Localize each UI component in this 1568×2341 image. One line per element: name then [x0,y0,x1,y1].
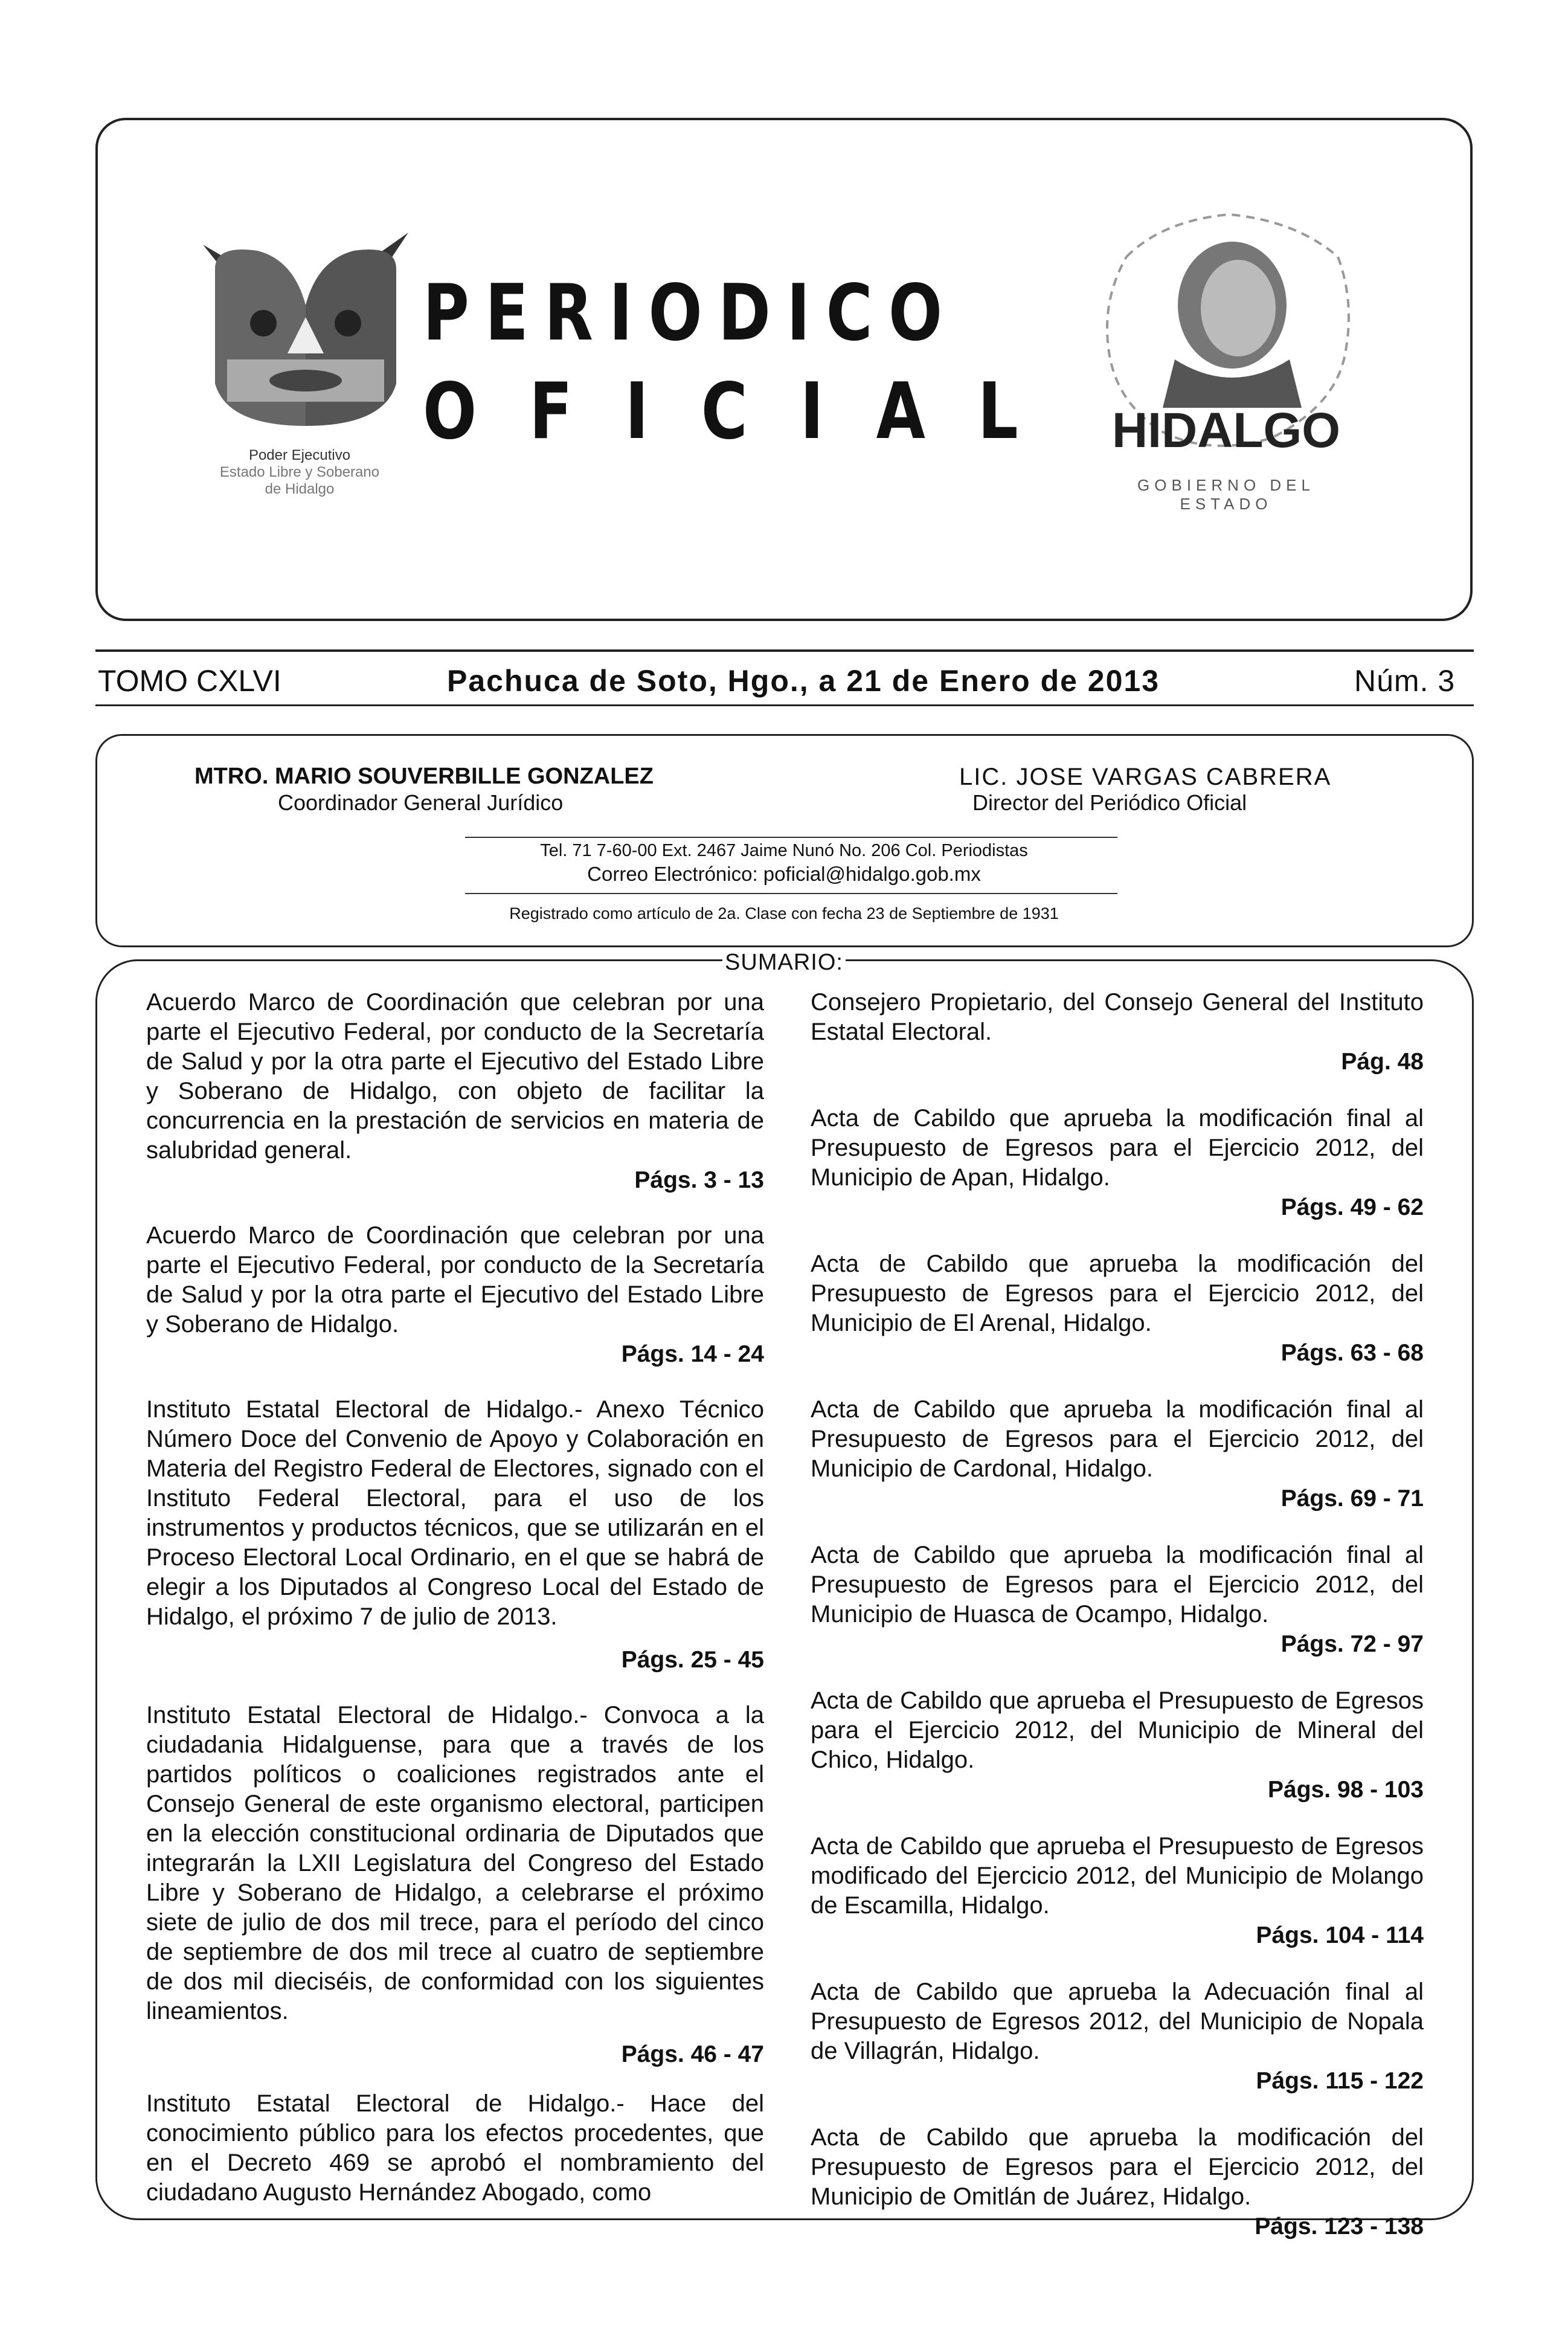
entry-pages: Págs. 63 - 68 [1280,1340,1424,1366]
sumario-left-column [146,988,764,2207]
entry-pages: Págs. 115 - 122 [1256,2068,1424,2094]
email: Correo Electrónico: poficial@hidalgo.gob.mx [587,863,981,885]
registration: Registrado como artículo de 2a. Clase con fecha 23 de Septiembre de 1931 [509,904,1059,923]
sumario-entry: Acta de Cabildo que aprueba la modificación del Presupuesto de Egresos para el Ejercicio 2012, del Municipio de El Arenal, Hidalgo. Págs. 63 - 68 [811,1249,1424,1368]
seal-caption-1: Poder Ejecutivo [248,447,351,463]
seal-caption-3: de Hidalgo [265,481,335,497]
hidalgo-logo [1090,208,1362,462]
entry-pages: Págs. 104 - 114 [1256,1922,1424,1948]
sumario-entry: Acta de Cabildo que aprueba el Presupuesto de Egresos para el Ejercicio 2012, del Municipio de Mineral del Chico, Hidalgo. Págs. 98 - 103 [811,1686,1424,1805]
sumario-entry: Instituto Estatal Electoral de Hidalgo.- Convoca a la ciudadania Hidalguense, para que a través de los partidos políticos o coaliciones registrados ante el Consejo General de este organismo electoral, participen en la elección constitucional ordinaria de Diputados que integrarán la LXII Legislatura del Congreso del Estado Libre y Soberano de Hidalgo, a celebrarse el próximo siete de julio de dos mil trece, para el período del cinco de septiembre de dos mil trece al cuatro de septiembre de dos mil dieciséis, de conformidad con los siguientes lineamientos. Págs. 46 - 47 [146,1701,764,2070]
right-name: LIC. JOSE VARGAS CABRERA [959,764,1332,790]
left-name: MTRO. MARIO SOUVERBILLE GONZALEZ [194,764,654,789]
state-seal [203,233,408,441]
entry-pages: Págs. 14 - 24 [621,1341,764,1367]
title-periodico: PERIODICO [423,268,959,358]
issue-number: Núm. 3 [1354,664,1456,698]
entry-pages: Págs. 98 - 103 [1268,1777,1424,1803]
contact-rule-top [465,837,1117,838]
sumario-label: SUMARIO: [0,950,1568,976]
left-role: Coordinador General Jurídico [278,790,564,815]
sumario-entry: Acta de Cabildo que aprueba la Adecuación final al Presupuesto de Egresos 2012, del Municipio de Nopala de Villagrán, Hidalgo. Págs. 115 - 122 [811,1977,1424,2096]
entry-pages: Págs. 3 - 13 [634,1167,764,1193]
sumario-entry: Acta de Cabildo que aprueba el Presupuesto de Egresos modificado del Ejercicio 2012, del Municipio de Molango de Escamilla, Hidalgo. Págs. 104 - 114 [811,1832,1424,1951]
entry-pages: Pág. 48 [1341,1049,1424,1075]
sumario-entry: Instituto Estatal Electoral de Hidalgo.- Anexo Técnico Número Doce del Convenio de Apoyo y Colaboración en Materia del Registro Federal de Electores, signado con el Instituto Federal Electoral, para el uso de los instrumentos y productos técnicos, que se utilizarán en el Proceso Electoral Local Ordinario, en el que se habrá de elegir a los Diputados al Congreso Local del Estado de Hidalgo, el próximo 7 de julio de 2013. Págs. 25 - 45 [146,1395,764,1675]
tomo: TOMO CXLVI [98,664,281,698]
place-date: Pachuca de Soto, Hgo., a 21 de Enero de 2013 [447,664,1160,698]
contact-rule-bottom [465,893,1117,894]
title-oficial: OFICIAL [423,367,1071,457]
entry-pages: Págs. 123 - 138 [1255,2214,1424,2240]
entry-pages: Págs. 49 - 62 [1280,1194,1424,1220]
issue-rule-top [95,649,1474,652]
entry-pages: Págs. 46 - 47 [621,2041,764,2067]
issue-rule-bottom [95,704,1474,706]
sumario-entry: Acta de Cabildo que aprueba la modificación final al Presupuesto de Egresos para el Ejercicio 2012, del Municipio de Huasca de Ocampo, Hidalgo. Págs. 72 - 97 [811,1541,1424,1660]
sumario-entry: Instituto Estatal Electoral de Hidalgo.- Hace del conocimiento público para los efectos procedentes, que en el Decreto 469 se aprobó el nombramiento del ciudadano Augusto Hernández Abogado, como [146,2090,764,2206]
entry-pages: Págs. 25 - 45 [621,1647,764,1673]
sumario-entry: Acta de Cabildo que aprueba la modificación final al Presupuesto de Egresos para el Ejercicio 2012, del Municipio de Apan, Hidalgo. Págs. 49 - 62 [811,1104,1424,1223]
sumario-entry: Acuerdo Marco de Coordinación que celebran por una parte el Ejecutivo Federal, por conducto de la Secretaría de Salud y por la otra parte el Ejecutivo del Estado Libre y Soberano de Hidalgo. Págs. 14 - 24 [146,1221,764,1370]
entry-pages: Págs. 72 - 97 [1280,1631,1424,1657]
entry-pages: Págs. 69 - 71 [1280,1486,1424,1512]
sumario-entry: Acta de Cabildo que aprueba la modificación final al Presupuesto de Egresos para el Ejercicio 2012, del Municipio de Cardonal, Hidalgo. Págs. 69 - 71 [811,1395,1424,1514]
sumario-entry: Acuerdo Marco de Coordinación que celebran por una parte el Ejecutivo Federal, por conducto de la Secretaría de Salud y por la otra parte el Ejecutivo del Estado Libre y Soberano de Hidalgo, con objeto de facilitar la concurrencia en la prestación de servicios en materia de salubridad general. Págs. 3 - 13 [146,988,764,1196]
seal-caption-2: Estado Libre y Soberano [219,464,380,480]
hidalgo-logo-word: HIDALGO [1111,403,1341,458]
right-role: Director del Periódico Oficial [972,790,1247,815]
sumario-entry: Acta de Cabildo que aprueba la modificación del Presupuesto de Egresos para el Ejercicio 2012, del Municipio de Omitlán de Juárez, Hidalgo. Págs. 123 - 138 [811,2123,1424,2242]
sumario-right-column [811,988,1424,2242]
sumario-entry: Consejero Propietario, del Consejo General del Instituto Estatal Electoral. Pág. 48 [811,988,1424,1077]
logo-subtitle: GOBIERNO DEL ESTADO [1137,476,1315,513]
telephone: Tel. 71 7-60-00 Ext. 2467 Jaime Nunó No. 206 Col. Periodistas [540,841,1028,860]
